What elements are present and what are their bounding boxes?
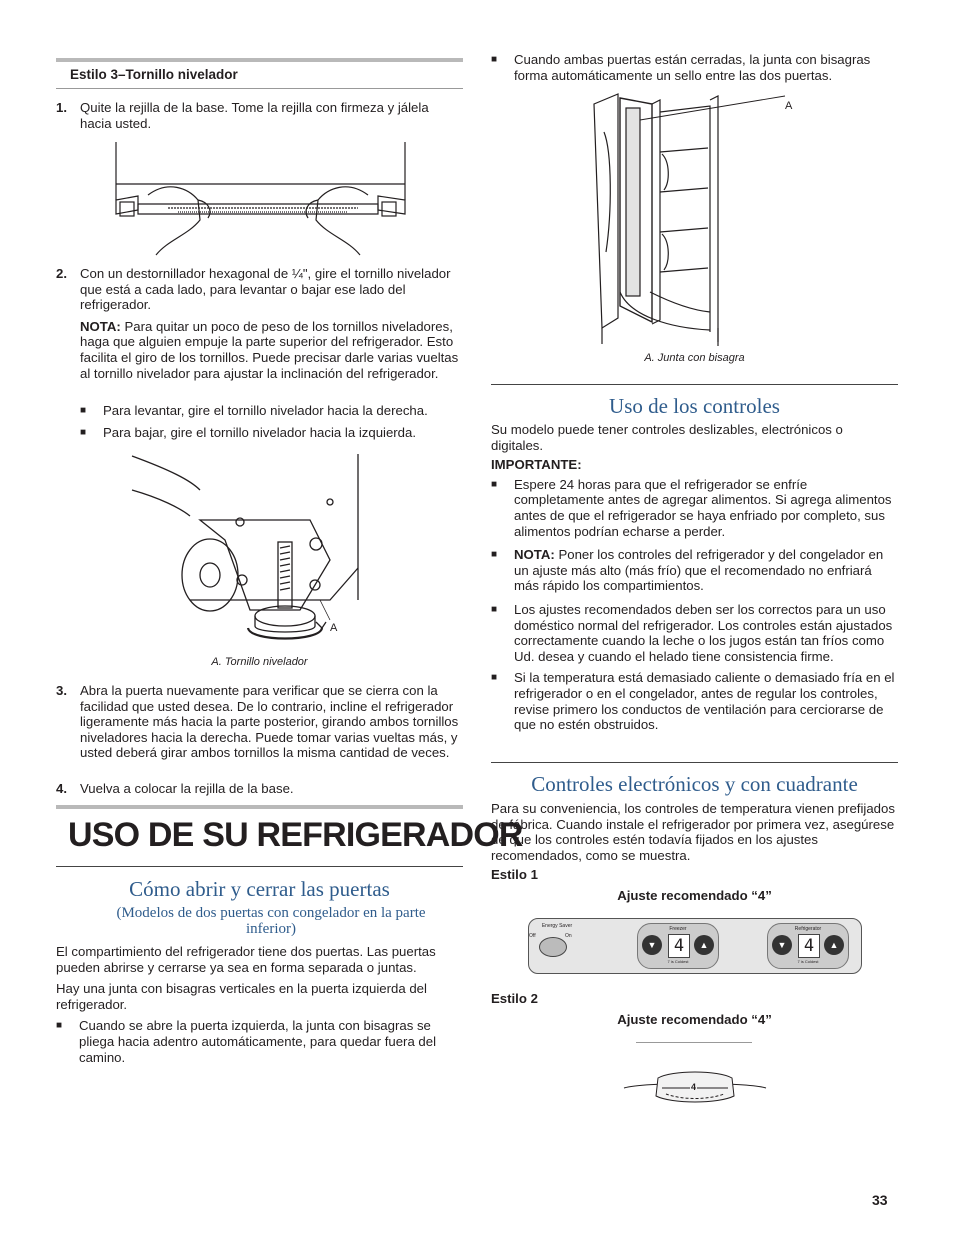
controls-heading: Uso de los controles [609,394,780,418]
step-number: 4. [56,781,67,796]
bullet-lower: ■ Para bajar, gire el tornillo nivelador hacia la izquierda. [80,425,463,441]
refrigerator-display: 4 [798,934,820,958]
page-number: 33 [872,1192,888,1208]
refrigerator-doors-illustration [590,92,793,348]
freezer-label: Freezer [669,926,687,932]
hinge-caption: A. Junta con bisagra [644,352,745,364]
hinge-callout: A [785,100,793,112]
step-1 [56,100,463,131]
screw-caption: A. Tornillo nivelador [211,656,308,668]
important-bullet-2: ■ Los ajustes recomendados deben ser los correctos para un uso doméstico normal del refrigerador. Los controles están ajustados correctamente cuando la leche o los jugos están tan fríos como Ud. desea y cuando el helado tiene consistencia firme. [491,602,898,664]
bullet-raise: ■ Para levantar, gire el tornillo nivelador hacia la derecha. [80,403,463,419]
base-grille-illustration [108,140,414,258]
step-text: Con un destornillador hexagonal de ¼", gire el tornillo nivelador que está a cada lado, para levantar o bajar ese lado del refrigerador. [80,266,451,313]
freezer-up-button[interactable]: ▲ [694,935,714,955]
step-number: 3. [56,683,67,698]
freezer-down-button[interactable]: ▼ [642,935,662,955]
important-bullet-3: ■ Si la temperatura está demasiado caliente o demasiado fría en el refrigerador o en el congelador, antes de regular los controles, revise primero los conductos de ventilación para cerciorarse de que no estén obstruidos. [491,670,898,732]
title-rule-top [56,805,463,809]
heading-underline [56,88,463,89]
refrigerator-control [767,923,849,969]
controls-rule [491,384,898,385]
step-text: Abra la puerta nuevamente para verificar que se cierra con la facilidad que usted desea. De lo contrario, incline el refrigerador ligeramente más hacia la parte posterior, girando ambos tornillos niveladores hacia la derecha. Puede tomar varias vueltas más, y usted deberá girar ambos tornillos la misma cantidad de veces. [80,683,459,761]
controls-note [491,547,898,594]
style2-setting: Ajuste recomendado “4” [617,1012,772,1027]
off-label: Off [529,933,536,939]
controls-text [491,422,898,739]
controls-paragraph-1: Su modelo puede tener controles deslizables, electrónicos o digitales. [491,422,843,453]
electronic-heading: Controles electrónicos y con cuadrante [531,772,858,796]
step-text: Quite la rejilla de la base. Tome la rejilla con firmeza y jálela hacia usted. [80,100,429,131]
dial-separator [636,1042,752,1043]
doors-bullet-1: ■ Cuando se abre la puerta izquierda, la junta con bisagras se pliega hacia adentro automáticamente, para quedar fuera del camino. [56,1018,463,1065]
step-3 [56,683,463,761]
dial-value: 4 [691,1082,697,1092]
note-text: Poner los controles del refrigerador y del congelador en un ajuste más alto (más frío) que el recomendado no enfriará más rápido los compartimientos. [514,547,884,594]
title-rule-bottom [56,866,463,867]
important-label: IMPORTANTE: [491,457,582,473]
on-label: On [565,933,572,939]
note-label: NOTA: [514,547,555,563]
freezer-control [637,923,719,969]
doors-subheading: (Modelos de dos puertas con congelador en la parte inferior) [116,905,426,937]
note-text: Para quitar un poco de peso de los tornillos niveladores, haga que alguien empuje la parte superior del refrigerador. Esto facilita el giro de los tornillos. Puede precisar darle varias vueltas al tornillo nivelador para ajustar la inclinación del refrigerador. [80,318,459,381]
note-label: NOTA: [80,318,121,334]
control-panel [528,918,862,974]
section-rule [56,58,463,62]
step-4 [56,781,463,797]
screw-callout: A [330,622,338,634]
style2-label: Estilo 2 [491,991,538,1006]
doors-heading: Cómo abrir y cerrar las puertas [129,877,390,901]
style1-setting: Ajuste recomendado “4” [617,888,772,903]
leveling-bullets [80,403,463,446]
refrigerator-down-button[interactable]: ▼ [772,935,792,955]
step-text: Vuelva a colocar la rejilla de la base. [80,781,294,796]
freezer-display: 4 [668,934,690,958]
electronic-paragraph: Para su conveniencia, los controles de temperatura vienen prefijados de fábrica. Cuando instale el refrigerador por primera vez, asegúrese de que los controles estén todavía fijados en los ajustes recomendados, como se muestra. [491,801,895,863]
doors-bullet-2-block [491,52,898,89]
style3-heading: Estilo 3–Tornillo nivelador [70,67,238,82]
doors-paragraph-2: Hay una junta con bisagras verticales en la puerta izquierda del refrigerador. [56,981,427,1012]
doors-paragraph-1: El compartimiento del refrigerador tiene dos puertas. Las puertas pueden abrirse y cerrarse ya sea en forma separada o juntas. [56,944,436,975]
step-number: 1. [56,100,67,115]
electronic-rule [491,762,898,763]
leveling-screw-illustration [130,450,390,645]
freezer-coldest-label: 7 is Coldest [667,959,689,964]
important-bullet-1: ■ Espere 24 horas para que el refrigerador se enfríe completamente antes de agregar alimentos. Si agrega alimentos antes de que el refrigerador se haya enfriado por completo, sus alimentos podrían echarse a perder. [491,477,898,539]
energy-saver-label: Energy Saver [541,923,573,929]
step-2 [56,266,463,381]
step-number: 2. [56,266,67,281]
main-title: USO DE SU REFRIGERADOR [68,816,523,854]
energy-saver-button[interactable] [539,937,567,957]
doors-bullet-2: ■ Cuando ambas puertas están cerradas, la junta con bisagras forma automáticamente un sello entre las dos puertas. [491,52,898,83]
refrigerator-coldest-label: 7 is Coldest [797,959,819,964]
refrigerator-up-button[interactable]: ▲ [824,935,844,955]
refrigerator-label: Refrigerator [794,926,822,932]
style1-label: Estilo 1 [491,867,538,882]
doors-text [56,944,463,1071]
note [56,319,463,381]
